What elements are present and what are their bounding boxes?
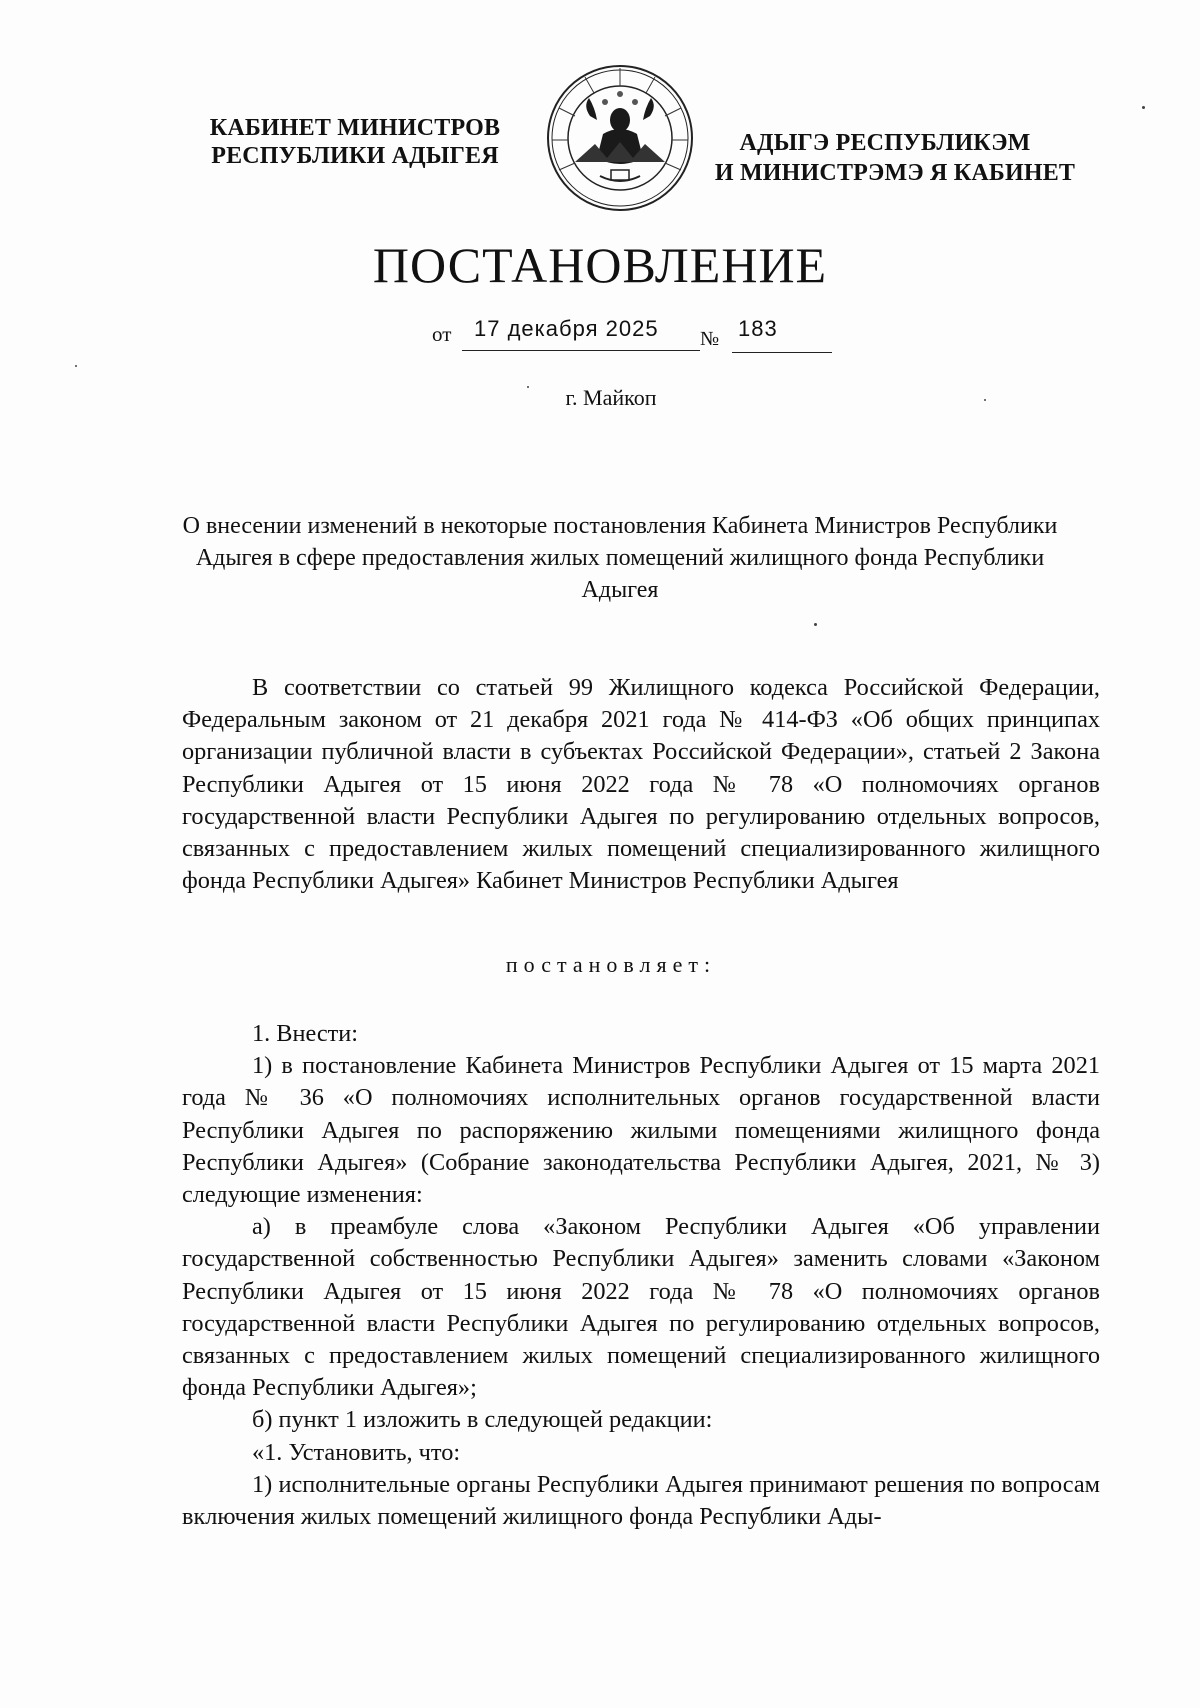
number-underline [732, 352, 832, 353]
body-paragraph-4: б) пункт 1 изложить в следующей редакции: [252, 1406, 713, 1434]
issuer-name-russian [190, 114, 520, 170]
body-paragraph-2: 1) в постановление Кабинета Министров Республики Адыгея от 15 марта 2021 года № 36 «О полномочиях исполнительных органов государственной власти Республики Адыгея по распоряжению жилыми помещениями жилищного фонда Республики Адыгея» (Собрание законодательства Республики Адыгея, 2021, № 3) следующие изменения: [182, 1052, 1100, 1209]
issuer-name-adyghe-line1: АДЫГЭ РЕСПУБЛИКЭМ [739, 130, 1031, 156]
date-and-number-line [432, 316, 832, 360]
body-paragraph-3: а) в преамбуле слова «Законом Республики Адыгея «Об управлении государственной собственностью Республики Адыгея» заменить словами «Законом Республики Адыгея от 15 июня 2022 года № 78 «О полномочиях органов государственной власти Республики Адыгея по регулированию отдельных вопросов, связанных с предоставлением жилых помещений специализированного жилищного фонда Республики Адыгея»; [182, 1213, 1100, 1402]
issuer-name-russian-line1: КАБИНЕТ МИНИСТРОВ [209, 115, 501, 141]
document-subject: О внесении изменений в некоторые постановления Кабинета Министров Республики Адыгея в сфере предоставления жилых помещений жилищного фонда Республики Адыгея [182, 513, 1058, 603]
document-body [182, 1018, 1100, 1533]
date-prefix: от [432, 322, 452, 346]
issuer-name-adyghe [700, 128, 1090, 188]
body-paragraph-5: «1. Установить, что: [252, 1438, 461, 1466]
document-date: 17 декабря 2025 [474, 316, 659, 341]
document-number: 183 [738, 316, 778, 341]
coat-of-arms-adygea-icon [545, 58, 695, 216]
date-underline [462, 350, 700, 351]
preamble-paragraph: В соответствии со статьей 99 Жилищного кодекса Российской Федерации, Федеральным законом от 21 декабря 2021 года № 414-ФЗ «Об общих принципах организации публичной власти в субъектах Российской Федерации», статьей 2 Закона Республики Адыгея от 15 июня 2022 года № 78 «О полномочиях органов государственной власти Республики Адыгея по регулированию отдельных вопросов, связанных с предоставлением жилых помещений специализированного жилищного фонда Республики Адыгея» Кабинет Министров Республики Адыгея [182, 674, 1100, 895]
resolves-heading: постановляет: [505, 952, 717, 977]
number-sign: № [700, 328, 720, 350]
body-paragraph-6: 1) исполнительные органы Республики Адыгея принимают решения по вопросам включения жилых помещений жилищного фонда Республики Ады- [182, 1470, 1100, 1531]
body-paragraph-1: 1. Внести: [252, 1020, 359, 1047]
document-type-title: ПОСТАНОВЛЕНИЕ [372, 237, 828, 293]
issuer-name-adyghe-line2: И МИНИСТРЭМЭ Я КАБИНЕТ [714, 160, 1076, 186]
place-of-issue: г. Майкоп [565, 385, 657, 410]
issuer-name-russian-line2: РЕСПУБЛИКИ АДЫГЕЯ [211, 143, 499, 169]
